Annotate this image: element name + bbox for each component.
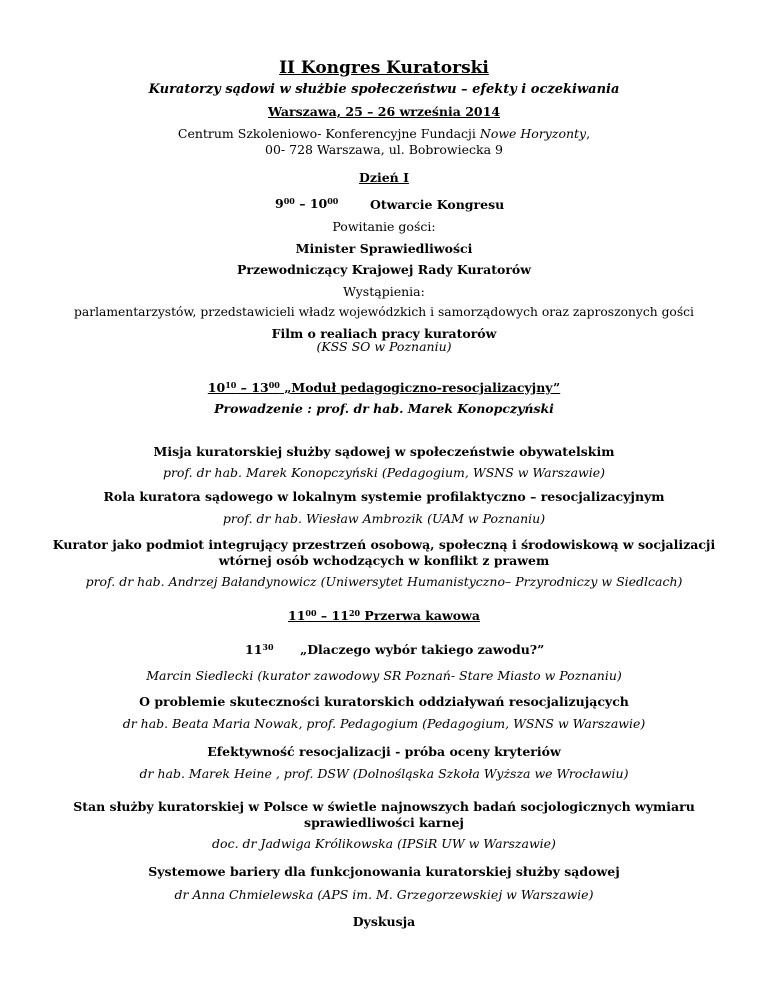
module-header [0,380,768,396]
talk-title: Rola kuratora sądowego w lokalnym systemie profilaktyczno – resocjalizacyjnym [103,489,665,504]
venue-comma: , [586,126,591,141]
talk-title: Stan służby kuratorskiej w Polsce w świetle najnowszych badań socjologicznych wymiaru [73,799,695,814]
welcome-label: Powitanie gości: [332,219,436,234]
opening-title: Otwarcie Kongresu [370,197,505,212]
talk-speaker: prof. dr hab. Wiesław Ambrozik (UAM w Poznaniu) [222,511,546,526]
time-hour: 10 [207,380,226,395]
talk-speaker: prof. dr hab. Andrzej Bałandynowicz (Uniwersytet Humanistyczno– Przyrodniczy w Siedlcach) [85,574,683,589]
time-hour: 11 [245,642,263,657]
film-source: (KSS SO w Poznaniu) [316,339,452,354]
time-hour: 11 [331,608,349,623]
time-min: 20 [348,608,361,618]
break-title: Przerwa kawowa [360,608,480,623]
guest-minister: Minister Sprawiedliwości [295,241,473,256]
talk-title: Efektywność resocjalizacji - próba oceny kryteriów [207,744,561,759]
film-title: Film o realiach pracy kuratorów [271,326,497,341]
congress-subtitle: Kuratorzy sądowi w służbie społeczeństwu – efekty i oczekiwania [148,82,620,97]
talk-time [245,642,274,658]
time-sep: – [316,608,332,623]
talk-title: Misja kuratorskiej służby sądowej w społeczeństwie obywatelskim [153,444,615,459]
module-chair: Prowadzenie : prof. dr hab. Marek Konopczyński [214,401,554,416]
talk-speaker: dr hab. Beata Maria Nowak, prof. Pedagogium (Pedagogium, WSNS w Warszawie) [122,716,646,731]
talk-speaker: dr hab. Marek Heine , prof. DSW (Dolnośląska Szkoła Wyższa we Wrocławiu) [139,766,629,781]
page-title: II Kongres Kuratorski [279,58,489,78]
talk-speaker: doc. dr Jadwiga Królikowska (IPSiR UW w Warszawie) [212,836,556,851]
time-min: 30 [262,642,274,652]
time-min: 00 [268,380,280,390]
time-hour: 11 [288,608,306,623]
talk-title: O problemie skuteczności kuratorskich oddziaływań resocjalizujących [139,694,629,709]
venue-address: 00- 728 Warszawa, ul. Bobrowiecka 9 [265,142,503,157]
talk-title-cont: wtórnej osób wchodzących w konflikt z prawem [218,553,550,568]
time-min: 00 [283,196,295,206]
talk-speaker: dr Anna Chmielewska (APS im. M. Grzegorzewskiej w Warszawie) [174,887,594,902]
venue-foundation: Nowe Horyzonty [479,126,587,141]
time-min: 10 [225,380,237,390]
time-sep: – [236,380,252,395]
talk-speaker: Marcin Siedlecki (kurator zawodowy SR Poznań- Stare Miasto w Poznaniu) [146,668,622,683]
talk-title: Kurator jako podmiot integrujący przestrzeń osobową, społeczną i środowiskową w socjalizacji [52,537,716,552]
date-place: Warszawa, 25 – 26 września 2014 [267,104,501,119]
time-hour: 9 [275,196,284,211]
time-sep: – [294,196,310,211]
speeches-label: Wystąpienia: [343,284,425,299]
time-min: 00 [305,608,317,618]
time-hour: 13 [251,380,269,395]
talk-title-cont: sprawiedliwości karnej [304,815,464,830]
time-min: 00 [327,196,339,206]
venue [0,126,768,142]
break-header [0,608,768,624]
guest-chair: Przewodniczący Krajowej Rady Kuratorów [236,262,532,277]
talk-title: „Dlaczego wybór takiego zawodu?” [300,642,545,657]
talk-speaker: prof. dr hab. Marek Konopczyński (Pedagogium, WSNS w Warszawie) [162,465,606,480]
talk-title: Systemowe bariery dla funkcjonowania kuratorskiej służby sądowej [148,864,620,879]
day-label: Dzień I [359,170,409,185]
venue-name: Centrum Szkoleniowo- Konferencyjne Fundacji [177,126,480,141]
module-title: „Moduł pedagogiczno-resocjalizacyjny” [279,380,561,395]
opening-time [275,196,338,212]
speeches-text: parlamentarzystów, przedstawicieli władz wojewódzkich i samorządowych oraz zaproszonych gości [74,305,694,319]
time-hour: 10 [309,196,328,211]
discussion-label: Dyskusja [352,914,416,929]
